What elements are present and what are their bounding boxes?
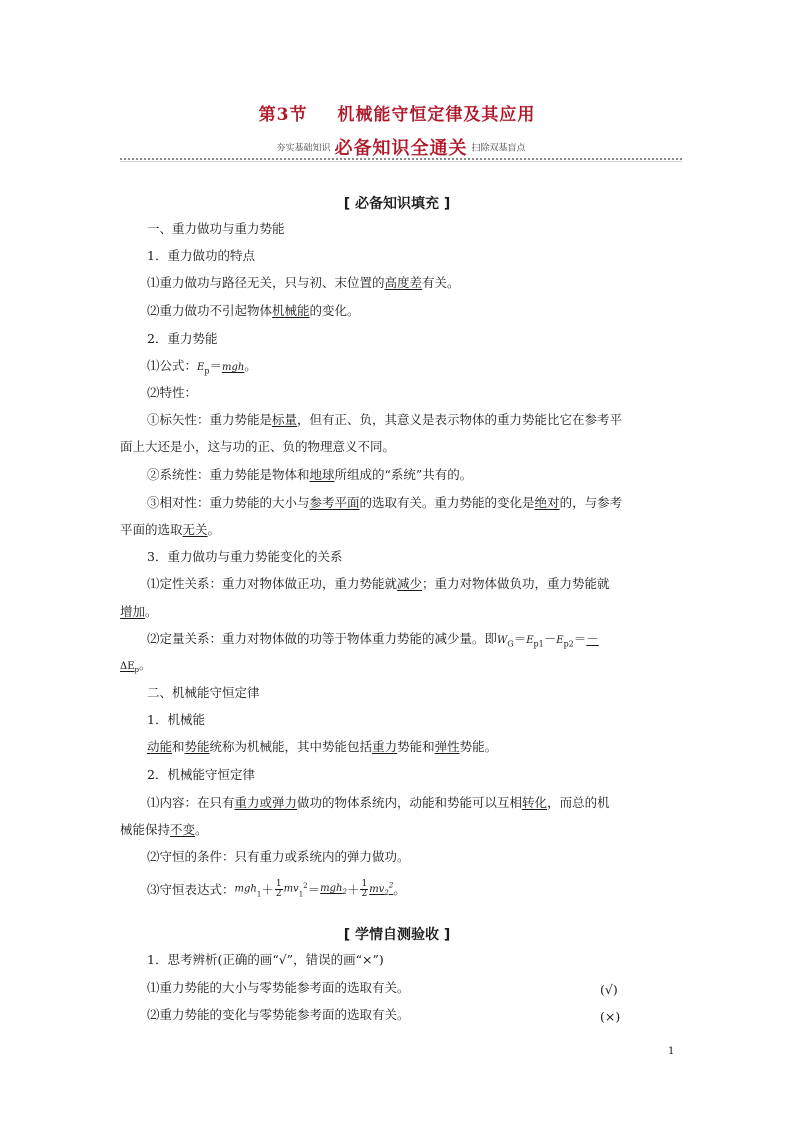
- p2-char2: ②系统性：重力势能是物体和地球所组成的“系统”共有的。: [147, 467, 473, 482]
- p2-title: 2．重力势能: [147, 331, 218, 346]
- p2-char3: ③相对性：重力势能的大小与参考平面的选取有关。重力势能的变化是绝对的，与参考: [147, 495, 623, 510]
- section-heading-knowledge-text: 必备知识填充: [355, 196, 439, 212]
- title-main: 机械能守恒定律及其应用: [337, 105, 536, 125]
- blank-ref-plane: 参考平面: [309, 495, 360, 510]
- part2-title: 二、机械能守恒定律: [147, 685, 260, 700]
- page-title: [0, 100, 794, 125]
- blank-unchanged: 不变: [170, 822, 196, 837]
- blank-potential: 势能: [184, 739, 210, 754]
- blank-height-diff: 高度差: [384, 275, 423, 290]
- statement-1: ⑴重力势能的大小与零势能参考面的选取有关。: [147, 980, 410, 995]
- blank-gravity-elastic: 重力或弹力: [234, 795, 298, 810]
- section-heading-selftest: [ 学情自测验收 ]: [343, 927, 451, 943]
- blank-mv2: $mv_2^2$: [369, 881, 394, 897]
- fraction-half-2: $\frac{1}{2}$: [361, 879, 368, 899]
- blank-gravity: 重力: [372, 739, 398, 754]
- title-prefix: 第3节: [258, 105, 308, 125]
- q2-item2: ⑵守恒的条件：只有重力或系统内的弹力做功。: [147, 849, 410, 864]
- fraction-half-1: $\frac{1}{2}$: [275, 879, 282, 899]
- blank-minus: －: [586, 631, 599, 646]
- p2-item2: ⑵特性：: [147, 385, 198, 400]
- p2-char3-cont: 平面的选取无关。: [120, 522, 221, 537]
- section-banner: [120, 132, 682, 162]
- statement-2-mark: (×): [600, 1009, 621, 1024]
- section-heading-knowledge: [ 必备知识填充 ]: [343, 196, 451, 212]
- blank-absolute: 绝对: [534, 495, 560, 510]
- banner-center-text: 必备知识全通关: [334, 138, 468, 159]
- blank-earth: 地球: [309, 467, 335, 482]
- section-heading-selftest-text: 学情自测验收: [355, 927, 439, 943]
- p1-title: 1．重力做功的特点: [147, 248, 255, 263]
- p2-item1-formula: ⑴公式：$E_p=mgh$。: [147, 358, 257, 376]
- page-number: 1: [668, 1046, 675, 1057]
- banner-rule: [120, 161, 682, 162]
- blank-elastic: 弹性: [434, 739, 460, 754]
- q2-item1: ⑴内容：在只有重力或弹力做功的物体系统内，动能和势能可以互相转化，而总的机: [147, 795, 610, 810]
- blank-mgh: mgh: [221, 362, 245, 373]
- p1-item1: ⑴重力做功与路径无关，只与初、末位置的高度差有关。: [147, 275, 460, 290]
- part1-title: 一、重力做功与重力势能: [147, 221, 285, 236]
- p3-item1-cont: 增加。: [120, 604, 158, 619]
- p1-item2: ⑵重力做功不引起物体机械能的变化。: [147, 303, 360, 318]
- q1-text: 动能和势能统称为机械能，其中势能包括重力势能和弹性势能。: [147, 739, 498, 754]
- q1-title: 1．机械能: [147, 712, 205, 727]
- blank-irrelevant: 无关: [182, 522, 208, 537]
- p2-char1: ①标矢性：重力势能是标量，但有正、负，其意义是表示物体的重力势能比它在参考平: [147, 412, 623, 427]
- p3-item2: ⑵定量关系：重力对物体做的功等于物体重力势能的减少量。即$W_G=E_{p1}-E_{p2}=-$: [147, 631, 599, 649]
- blank-mech-energy: 机械能: [272, 303, 310, 318]
- banner-dotted-rule: [120, 158, 682, 160]
- q2-item1-cont: 械能保持不变。: [120, 822, 208, 837]
- p3-item2-cont: $\Delta E_p$。: [120, 657, 152, 674]
- statement-2: ⑵重力势能的变化与零势能参考面的选取有关。: [147, 1007, 410, 1022]
- blank-delta-ep: $\Delta E_p$: [120, 661, 140, 674]
- p3-item1: ⑴定性关系：重力对物体做正功，重力势能就减少；重力对物体做负功，重力势能就: [147, 576, 610, 591]
- blank-increase: 增加: [120, 604, 146, 619]
- blank-transform: 转化: [522, 795, 548, 810]
- statement-1-mark: (√): [600, 982, 618, 997]
- p3-title: 3．重力做功与重力势能变化的关系: [147, 549, 343, 564]
- banner-right-text: 扫除双基盲点: [471, 143, 526, 154]
- banner-left-text: 夯实基础知识: [276, 143, 331, 154]
- blank-kinetic: 动能: [147, 739, 173, 754]
- q2-item3-formula: ⑶守恒表达式：mgh$_1$＋ $\frac{1}{2}$ $mv_1^2=mgh_2+$ $\frac{1}{2}$ $mv_2^2$。: [147, 879, 406, 899]
- p2-char1-cont: 面上大还是小，这与功的正、负的物理意义不同。: [120, 439, 396, 454]
- q2-title: 2．机械能守恒定律: [147, 767, 255, 782]
- blank-decrease: 减少: [397, 576, 423, 591]
- selftest-question: 1．思考辨析(正确的画“√”，错误的画“×”): [147, 952, 384, 967]
- blank-scalar: 标量: [272, 412, 298, 427]
- blank-mgh2: mgh$_2$: [320, 882, 347, 896]
